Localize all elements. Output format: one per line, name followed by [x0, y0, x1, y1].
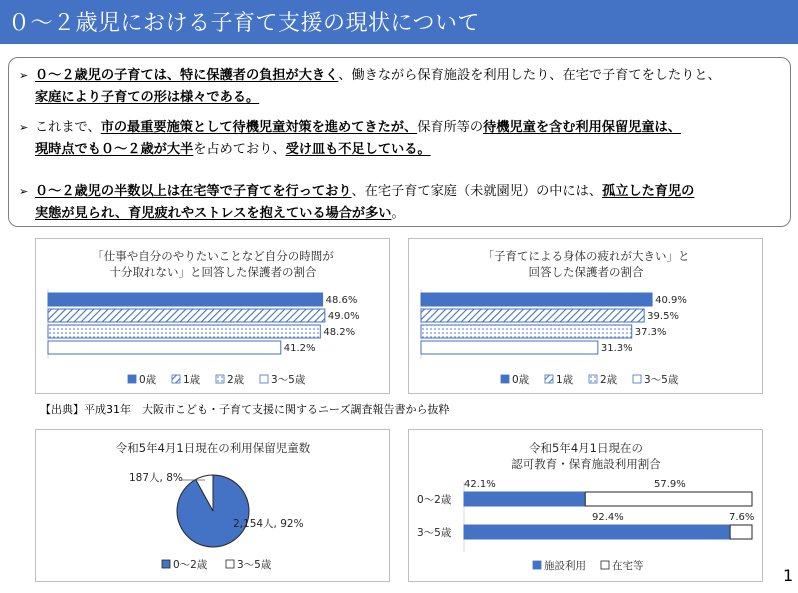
- emphasis-text: ０～２歳児の子育ては、特に保護者の負担が大きく: [35, 68, 339, 83]
- pie-chart-waitlist: [36, 430, 391, 583]
- emphasis-text: 家庭により子育ての形は様々である。: [35, 90, 260, 105]
- data-label: 31.3%: [600, 343, 633, 354]
- legend-label: 2歳: [600, 374, 618, 386]
- summary-text: 、働きながら保育施設を利用したり、在宅で子育てをしたりと、: [338, 68, 721, 83]
- legend-label: 施設利用: [544, 560, 586, 572]
- chart-title: 回答した保護者の割合: [528, 265, 644, 279]
- chart-panel-facility-usage: [408, 429, 763, 582]
- legend-swatch: [601, 561, 609, 569]
- legend-swatch: [172, 375, 180, 383]
- data-label: 57.9%: [654, 479, 686, 490]
- chart-title: 令和5年4月1日現在の: [529, 441, 643, 455]
- legend-swatch: [533, 561, 541, 569]
- emphasis-text: 孤立した育児の: [602, 184, 695, 199]
- emphasis-text: 市の最重要施策として待機児童対策を進めてきたが、: [100, 120, 418, 135]
- summary-text: 保育所等の: [417, 120, 484, 135]
- bar-chart-own-time: [36, 239, 391, 395]
- bar: [48, 309, 325, 322]
- arrow-bullet-icon: ➢: [19, 121, 29, 134]
- page-title: ０～２歳児における子育て支援の現状について: [8, 11, 481, 36]
- bar: [421, 325, 632, 338]
- summary-text: 、在宅子育て家庭（未就園児）の中には、: [351, 184, 603, 199]
- summary-line: [35, 139, 780, 161]
- data-label: 37.3%: [634, 327, 667, 338]
- bar: [421, 309, 644, 322]
- bar: [421, 293, 652, 306]
- legend-swatch: [128, 375, 136, 383]
- data-label: 92.4%: [592, 512, 624, 523]
- emphasis-text: 待機児童を含む利用保留児童は、: [483, 120, 681, 135]
- summary-line: [35, 181, 780, 203]
- legend-label: 在宅等: [612, 560, 644, 572]
- stacked-bar-chart-facility-usage: [409, 430, 764, 583]
- data-label: 49.0%: [327, 311, 360, 322]
- arrow-bullet-icon: ➢: [19, 69, 29, 82]
- legend-label: 0歳: [139, 374, 157, 386]
- chart-title: 「仕事や自分のやりたいことなど自分の時間が: [92, 249, 334, 263]
- bar-segment: [730, 525, 752, 539]
- emphasis-text: 現時点でも０～２歳が大半: [35, 142, 194, 157]
- bar: [421, 341, 598, 354]
- summary-bullet-body: [35, 117, 780, 161]
- summary-line: [35, 65, 780, 87]
- legend-label: 1歳: [556, 374, 574, 386]
- emphasis-text: ０～２歳児の半数以上は在宅等で子育てを行っており: [35, 184, 352, 199]
- summary-line: [35, 203, 780, 225]
- data-label: 48.6%: [325, 295, 358, 306]
- bar: [48, 325, 320, 338]
- summary-line: [35, 87, 780, 109]
- legend-swatch: [226, 560, 234, 568]
- legend-label: 3～5歳: [237, 559, 272, 571]
- summary-text: これまで、: [35, 120, 101, 135]
- data-label: 40.9%: [655, 295, 687, 306]
- legend-swatch: [501, 375, 509, 383]
- legend-label: 0～2歳: [173, 559, 208, 571]
- chart-title: 「子育てによる身体の疲れが大きい」と: [482, 249, 690, 263]
- category-label: 3～5歳: [417, 527, 452, 539]
- chart-panel-waitlist: [35, 429, 390, 582]
- summary-box: [8, 57, 791, 227]
- bar-segment: [585, 492, 752, 506]
- legend-swatch: [162, 560, 170, 568]
- summary-text: 。: [391, 206, 405, 221]
- data-label: 187人, 8%: [129, 472, 183, 484]
- source-note: 【出典】平成31年 大阪市こども・子育て支援に関するニーズ調査報告書から抜粋: [40, 403, 450, 416]
- data-label: 48.2%: [323, 327, 356, 338]
- legend-swatch: [260, 375, 268, 383]
- bar: [48, 293, 323, 306]
- summary-bullet-body: [35, 181, 780, 225]
- legend-label: 1歳: [183, 374, 201, 386]
- emphasis-text: 実態が見られ、育児疲れやストレスを抱えている場合が多い: [35, 206, 392, 221]
- data-label: 41.2%: [283, 343, 316, 354]
- page-number: 1: [783, 566, 794, 585]
- chart-panel-fatigue: [408, 238, 763, 394]
- data-label: 7.6%: [729, 512, 755, 523]
- legend-label: 3～5歳: [271, 374, 306, 386]
- bar-segment: [464, 525, 730, 539]
- legend-label: 0歳: [512, 374, 530, 386]
- chart-title: 十分取れない」と回答した保護者の割合: [109, 265, 317, 279]
- data-label: 2,154人, 92%: [233, 518, 304, 530]
- category-label: 0～2歳: [417, 494, 452, 506]
- legend-label: 2歳: [227, 374, 245, 386]
- arrow-bullet-icon: ➢: [19, 185, 29, 198]
- summary-line: [35, 117, 780, 139]
- chart-title: 令和5年4月1日現在の利用保留児童数: [115, 441, 311, 455]
- summary-text: を占めており、: [193, 142, 286, 157]
- legend-label: 3～5歳: [644, 374, 679, 386]
- chart-panel-own-time: [35, 238, 390, 394]
- legend-swatch: [589, 375, 597, 383]
- title-bar: [0, 0, 798, 44]
- summary-bullet-body: [35, 65, 780, 109]
- legend-swatch: [216, 375, 224, 383]
- legend-swatch: [545, 375, 553, 383]
- legend-swatch: [633, 375, 641, 383]
- bar-chart-fatigue: [409, 239, 764, 395]
- chart-title: 認可教育・保育施設利用割合: [511, 457, 661, 471]
- data-label: 39.5%: [647, 311, 679, 322]
- bar-segment: [464, 492, 585, 506]
- emphasis-text: 受け皿も不足している。: [285, 142, 431, 157]
- bar: [48, 341, 281, 354]
- data-label: 42.1%: [464, 479, 496, 490]
